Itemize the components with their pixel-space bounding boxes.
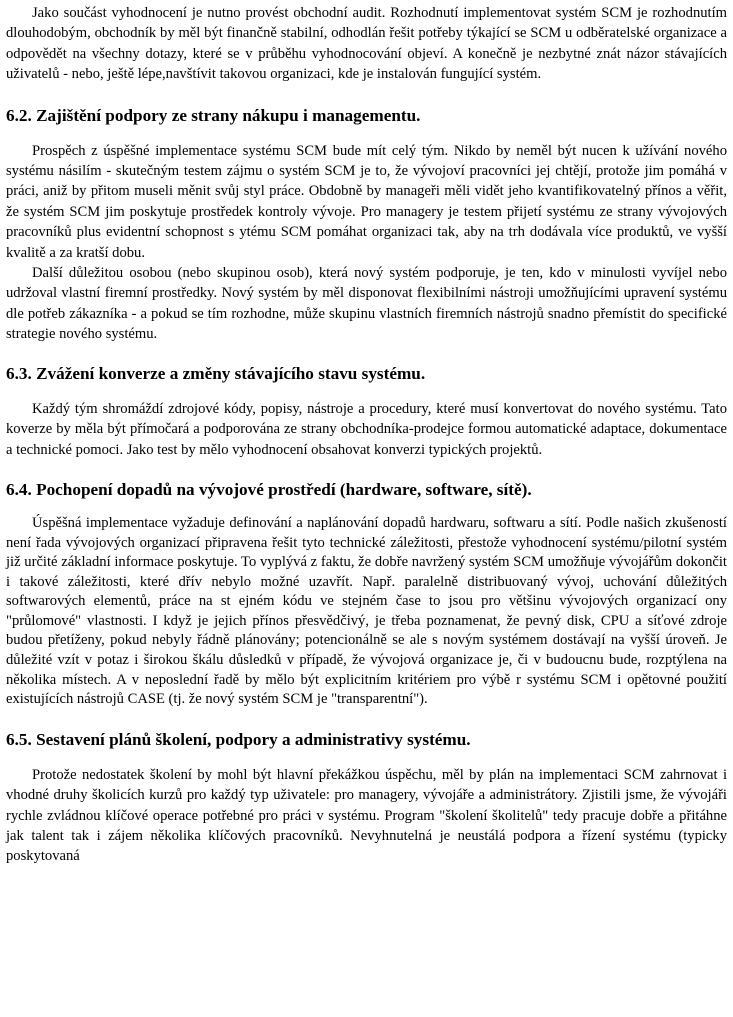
section-6-2-paragraph-1: Prospěch z úspěšné implementace systému SCM bude mít celý tým. Nikdo by neměl být nucen k užívání nového systému násilím - skutečným testem zájmu o systém SCM je to, že vývojoví pracovníci jej chtějí, protože jim pomáhá v práci, aniž by přitom museli měnit svůj styl práce. Obdobně by manageři měli vidět jeho kvantifikovatelný přínos a věřit, že systém SCM jim poskytuje prostředek kontroly vývoje. Pro managery je testem přijetí systému ze strany vývojových pracovníků plus evidentní schopnost s ytému SCM pomáhat organizaci tak, aby na trh dodávala více produktů, ve vyšší kvalitě a za kratší dobu.: [6, 142, 727, 261]
section-6-3-paragraph-1: Každý tým shromáždí zdrojové kódy, popisy, nástroje a procedury, které musí konvertovat do nového systému. Tato koverze by měla být přímočará a podporována ze strany obchodníka-prodejce formou automatické adaptace, dokumentace a technické pomoci. Jako test by mělo vyhodnocení obsahovat konverzi typických projektů.: [6, 400, 727, 458]
section-6-3-heading: 6.3. Zvážení konverze a změny stávajícího stavu systému.: [6, 363, 426, 383]
section-6-2-paragraph-2: Další důležitou osobou (nebo skupinou osob), která nový systém podporuje, je ten, kdo v minulosti vyvíjel nebo udržoval vlastní firemní prostředky. Nový systém by měl disponovat flexibilními nástroji umožňujícími upravení systému dle potřeb zákazníka - a pokud se tím rozhodne, může skupinu vlastních firemních nástrojů snadno přemístit do specifické strategie nového systému.: [6, 265, 727, 343]
section-6-4-paragraph-1: Úspěšná implementace vyžaduje definování a naplánování dopadů hardwaru, softwaru a sítí. Podle našich zkušeností není řada vývojových organizací připravena řešit tyto technické záležitosti, přestože vyhodnocení systému/pilotní systém již určité základní informace poskytuje. To vyplývá z faktu, že dobře navržený systém SCM umožňuje vývojářům dokončit i takové záležitosti, které dřív nebylo možné uzavřít. Např. paralelně distribuovaný vývoj, uchování důležitých softwarových elementů, práce na st ejném kódu ve stejném čase to jsou pro většinu vývojových organizací ony "průlomové" vlastnosti. I když je jejich přínos přesvědčivý, je třeba poznamenat, že pevný disk, CPU a síťové zdroje budou přetíženy, pokud nebyly řádně plánovány; potencionálně se ale s novým systémem dostávají na vyšší úroveň. Je důležité vzít v potaz i širokou škálu důsledků v případě, že vývojová organizace je, či v budoucnu bude, rozptýlena na několika místech. A v neposlední řadě by mělo být explicitním kritériem pro výbě r systému SCM i opětovné použití existujících nástrojů CASE (tj. že nový systém SCM je "transparentní").: [6, 514, 727, 708]
section-6-5-heading: 6.5. Sestavení plánů školení, podpory a administrativy systému.: [6, 729, 471, 749]
section-6-4-heading: 6.4. Pochopení dopadů na vývojové prostředí (hardware, software, sítě).: [6, 479, 532, 499]
section-6-2-heading: 6.2. Zajištění podpory ze strany nákupu i managementu.: [6, 105, 421, 125]
intro-paragraph: Jako součást vyhodnocení je nutno provést obchodní audit. Rozhodnutí implementovat systém SCM je rozhodnutím dlouhodobým, obchodník by měl být finančně stabilní, odhodlán řešit potřeby týkající se SCM u odběratelské organizace a odpovědět na všechny dotazy, které se v průběhu vyhodnocování objeví. A konečně je nezbytné znát názor stávajících uživatelů - nebo, ještě lépe,navštívit takovou organizaci, kde je instalován fungující systém.: [6, 5, 727, 83]
section-6-5-paragraph-1: Protože nedostatek školení by mohl být hlavní překážkou úspěchu, měl by plán na implementaci SCM zahrnovat i vhodné druhy školicích kurzů pro každý typ uživatele: pro managery, vývojáře a administrátory. Zjistili jsme, že vývojáři rychle zvládnou klíčové operace potřebné pro práci v systému. Program "školení školitelů" tedy pracuje dobře a přitáhne jak talent tak i zájem několika klíčových pracovníků. Nevyhnutelná je neustálá podpora a řízení systému (typicky poskytovaná: [6, 766, 727, 865]
document-page: [6, 3, 727, 867]
